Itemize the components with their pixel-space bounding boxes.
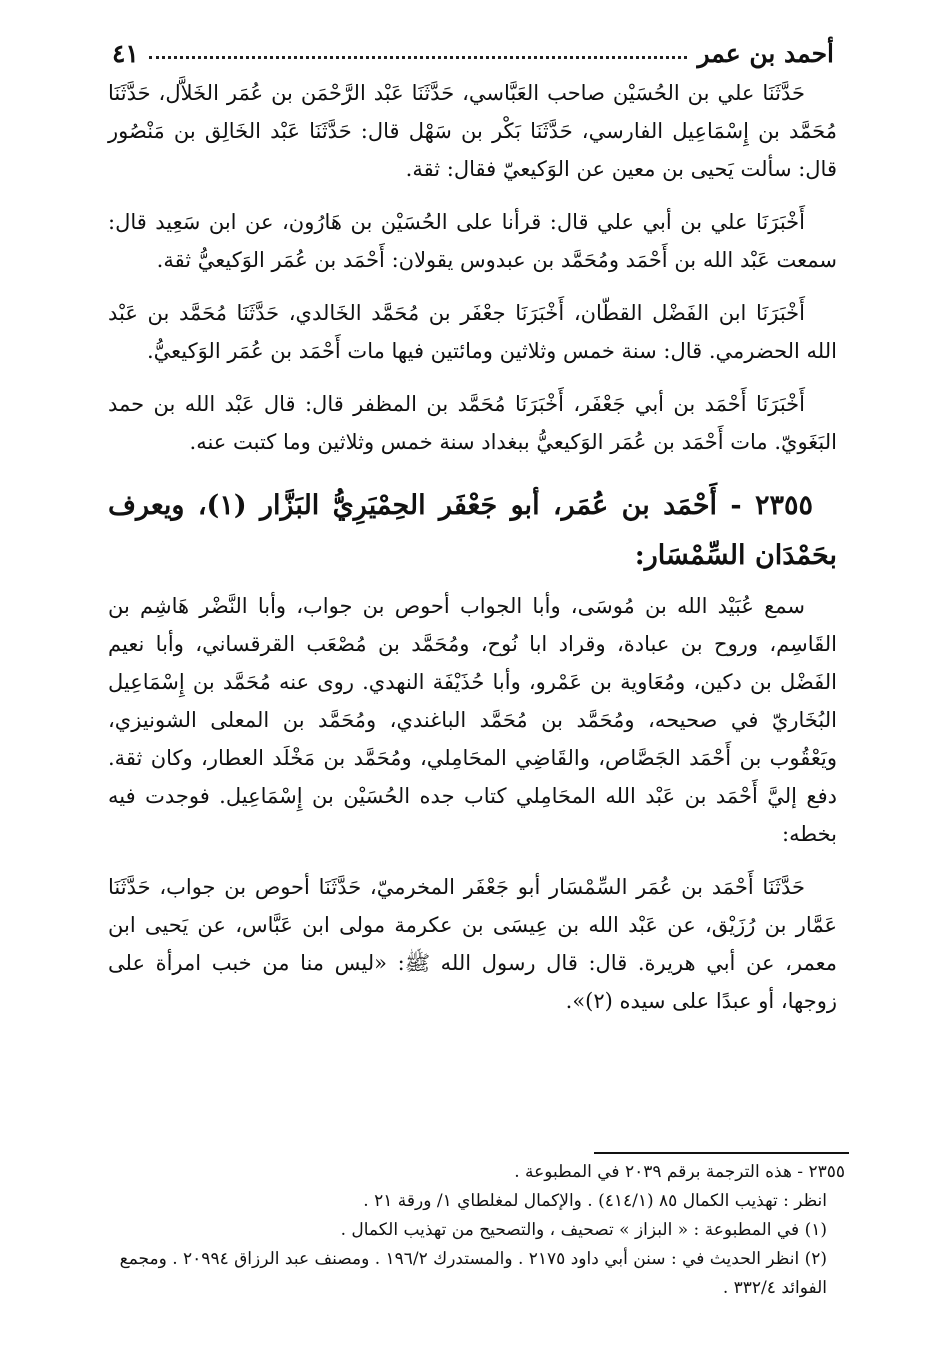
footnote: (١) في المطبوعة : « البزاز » تصحيف ، والتصحيح من تهذيب الكمال . xyxy=(340,1220,827,1240)
page-number: ٤١ xyxy=(112,39,139,68)
paragraph: أَخْبَرَنَا ابن الفَضْل القطّان، أَخْبَرَنَا جعْفَر بن مُحَمَّد الخَالدي، حَدَّثَنَا مُحَمَّد بن عَبْد الله الحضرمي. قال: سنة خمس وثلاثين ومائتين فيها مات أَحْمَد بن عُمَر الوَكيعيُّ. xyxy=(108,301,837,363)
header-title: أحمد بن عمر xyxy=(697,39,834,68)
footnote: (٢) انظر الحديث في : سنن أبي داود ٢١٧٥ . والمستدرك ١٩٦/٢ . ومصنف عبد الرزاق ٢٠٩٩٤ . ومجمع الفوائد ٣٣٢/٤ . xyxy=(119,1249,827,1298)
entry-heading: ٢٣٥٥ - أَحْمَد بن عُمَر، أبو جَعْفَر الحِمْيَرِيُّ البَزَّار (١)، ويعرف بحَمْدَان السِّمْسَار: xyxy=(108,490,837,571)
paragraph: أَخْبَرَنَا علي بن أبي علي قال: قرأنا على الحُسَيْن بن هَارُون، عن ابن سَعِيد قال: سمعت عَبْد الله بن أَحْمَد ومُحَمَّد بن عبدوس يقولان: أَحْمَد بن عُمَر الوَكيعيُّ ثقة. xyxy=(108,210,837,272)
footnote-divider xyxy=(594,1152,849,1154)
paragraph: سمع عُبَيْد الله بن مُوسَى، وأبا الجواب أحوص بن جواب، وأبا النَّضْر هَاشِم بن القَاسِم، وروح بن عبادة، وقراد ابا نُوح، ومُحَمَّد بن مُصْعَب القرقساني، وأبا نعيم الفَضْل بن دكين، ومُعَاوية بن عَمْرو، وأبا حُذَيْفَة النهدي. روى عنه مُحَمَّد بن إِسْمَاعِيل البُخَاريّ في صحيحه، ومُحَمَّد بن مُحَمَّد الباغندي، ومُحَمَّد بن المعلى الشونيزي، ويَعْقُوب بن أَحْمَد الجَصَّاص، والقَاضِي المحَامِلي، ومُحَمَّد بن مَخْلَد العطار، وكان ثقة. دفع إليَّ أَحْمَد بن عَبْد الله المحَامِلي كتاب جده الحُسَيْن بن إِسْمَاعِيل. فوجدت فيه بخطه: xyxy=(108,594,837,846)
main-text xyxy=(108,74,837,1035)
footnote: انظر : تهذيب الكمال ٨٥ (٤١٤/١) . والإكمال لمغلطاي ١/ ورقة ٢١ . xyxy=(363,1191,827,1211)
footnotes xyxy=(108,1158,845,1303)
running-header xyxy=(112,28,834,68)
paragraph: أَخْبَرَنَا أَحْمَد بن أبي جَعْفَر، أَخْبَرَنَا مُحَمَّد بن المظفر قال: قال عَبْد الله بن حمد البَغَويّ. مات أَحْمَد بن عُمَر الوَكيعيُّ ببغداد سنة خمس وثلاثين وما كتبت عنه. xyxy=(108,392,837,454)
header-leader-dots xyxy=(149,56,688,59)
paragraph: حَدَّثَنَا علي بن الحُسَيْن صاحب العَبَّاسي، حَدَّثَنَا عَبْد الرَّحْمَن بن عُمَر الخَلاَّل، حَدَّثَنَا مُحَمَّد بن إِسْمَاعِيل الفارسي، حَدَّثَنَا بَكْر بن سَهْل قال: حَدَّثَنَا عَبْد الخَالِق بن مَنْصُور قال: سألت يَحيى بن معين عن الوَكيعيّ فقال: ثقة. xyxy=(108,81,837,181)
footnote: ٢٣٥٥ - هذه الترجمة برقم ٢٠٣٩ في المطبوعة . xyxy=(514,1162,845,1182)
paragraph: حَدَّثَنَا أَحْمَد بن عُمَر السِّمْسَار أبو جَعْفَر المخرميّ، حَدَّثَنَا أحوص بن جواب، حَدَّثَنَا عَمَّار بن رُزَيْق، عن عَبْد الله بن عِيسَى بن عكرمة مولى ابن عَبَّاس، عن يَحيى ابن معمر، عن أبي هريرة. قال: قال رسول الله ﷺ: «ليس منا من خبب امرأة على زوجها، أو عبدًا على سيده (٢)». xyxy=(108,875,837,1013)
